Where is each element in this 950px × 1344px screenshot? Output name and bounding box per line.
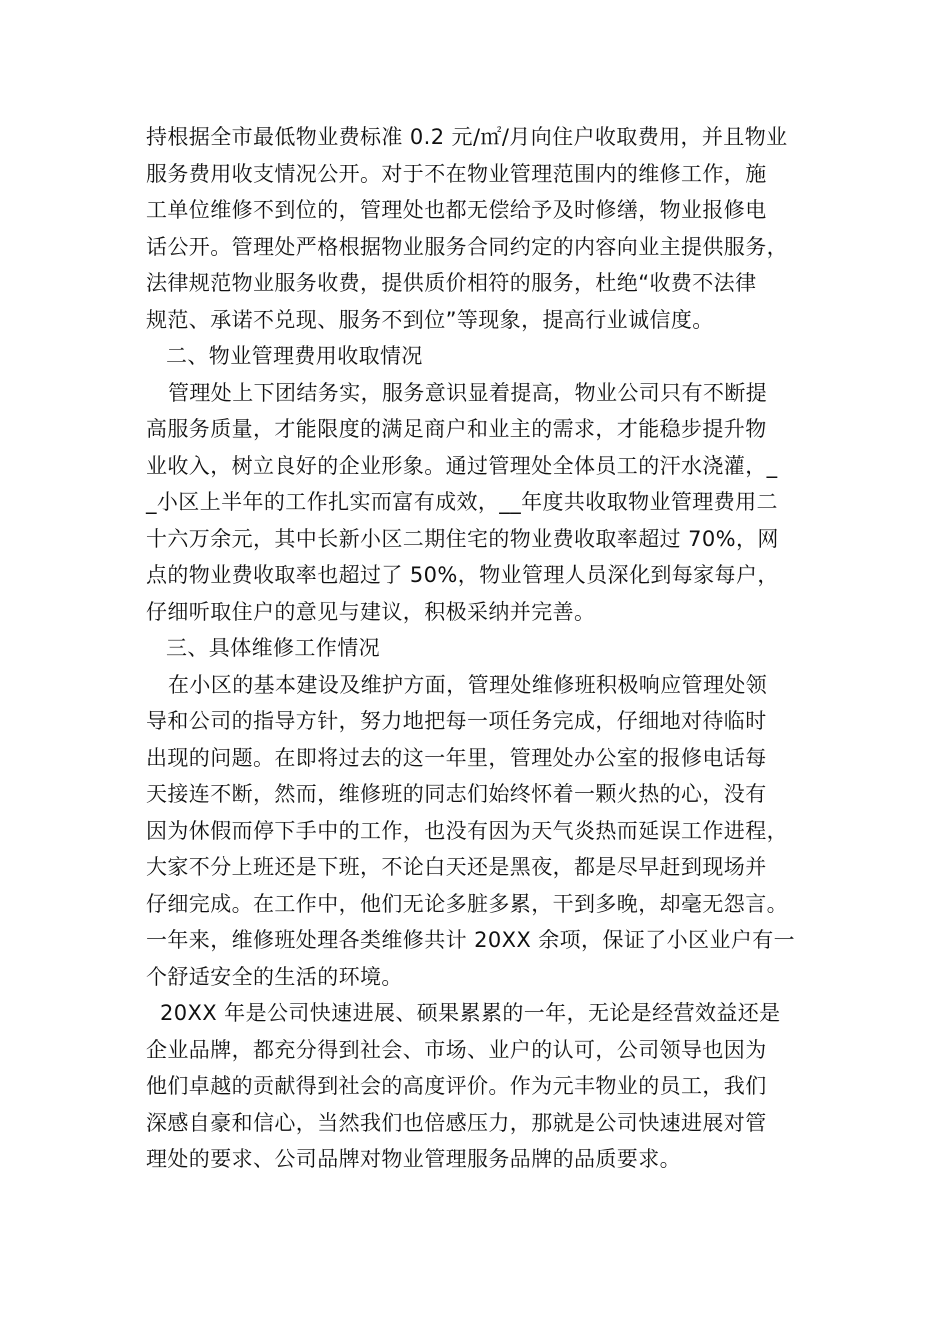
section-heading: 二、物业管理费用收取情况 [166,344,423,368]
text-line: 话公开。管理处严格根据物业服务合同约定的内容向业主提供服务， [146,234,788,259]
text-line: 高服务质量，才能限度的满足商户和业主的需求，才能稳步提升物 [146,417,767,441]
text-line: 规范、承诺不兑现、服务不到位”等现象，提高行业诚信度。 [146,307,714,332]
text-line: 一年来，维修班处理各类维修共计 20XX 余项，保证了小区业户有一 [146,928,796,952]
text-line: 仔细完成。在工作中，他们无论多脏多累，干到多晚，却毫无怨言。 [146,891,788,916]
text-line: 工单位维修不到位的，管理处也都无偿给予及时修缮，物业报修电 [146,198,767,222]
text-line: 个舒适安全的生活的环境。 [146,964,403,989]
text-line: 企业品牌，都充分得到社会、市场、业户的认可，公司领导也因为 [146,1037,767,1062]
text-line: 十六万余元，其中长新小区二期住宅的物业费收取率超过 70%，网 [146,526,779,551]
text-line: 因为休假而停下手中的工作，也没有因为天气炎热而延误工作进程， [146,818,788,843]
text-line: 出现的问题。在即将过去的这一年里，管理处办公室的报修电话每 [146,745,767,770]
text-line: 服务费用收支情况公开。对于不在物业管理范围内的维修工作，施 [146,161,767,186]
section-heading: 三、具体维修工作情况 [166,636,380,660]
text-line: 导和公司的指导方针，努力地把每一项任务完成，仔细地对待临时 [146,709,767,733]
paragraph-first-line: 20XX 年是公司快速进展、硕果累累的一年，无论是经营效益还是 [160,1001,781,1025]
document-body [146,119,811,1178]
text-line: 深感自豪和信心，当然我们也倍感压力，那就是公司快速进展对管 [146,1110,767,1135]
paragraph-first-line: 在小区的基本建设及维护方面，管理处维修班积极响应管理处领 [168,672,768,697]
text-line: 大家不分上班还是下班，不论白天还是黑夜，都是尽早赶到现场并 [146,855,767,879]
text-line: _小区上半年的工作扎实而富有成效，__年度共收取物业管理费用二 [146,490,778,514]
text-line: 点的物业费收取率也超过了 50%，物业管理人员深化到每家每户， [146,563,779,587]
paragraph-first-line: 管理处上下团结务实，服务意识显着提高，物业公司只有不断提 [168,380,768,405]
text-line: 他们卓越的贡献得到社会的高度评价。作为元丰物业的员工，我们 [146,1074,767,1098]
text-line: 法律规范物业服务收费，提供质价相符的服务，杜绝“收费不法律 [146,271,757,295]
text-line: 业收入，树立良好的企业形象。通过管理处全体员工的汗水浇灌，_ [146,453,778,478]
text-line: 持根据全市最低物业费标准 0.2 元/㎡/月向住户收取费用，并且物业 [146,125,788,149]
text-line: 仔细听取住户的意见与建议，积极采纳并完善。 [146,599,596,624]
text-line: 理处的要求、公司品牌对物业管理服务品牌的品质要求。 [146,1147,681,1171]
text-line: 天接连不断，然而，维修班的同志们始终怀着一颗火热的心，没有 [146,782,767,806]
